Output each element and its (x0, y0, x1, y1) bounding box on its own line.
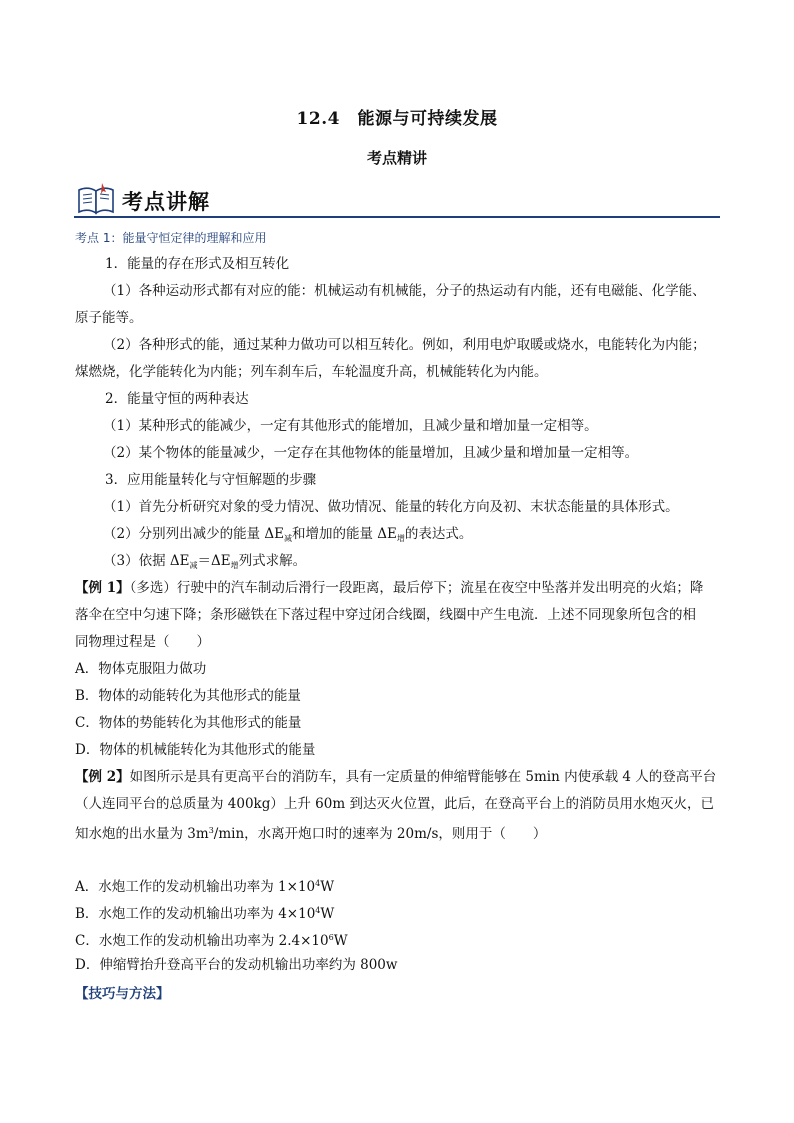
option-c-exponent: 6 (328, 933, 334, 942)
example2-text1: 如图所示是具有更高平台的消防车，具有一定质量的伸缩臂能够在 5min 内使承载 4 人的登高平台 (129, 769, 717, 785)
superscript-cubic: 3 (208, 826, 214, 835)
example2-tag: 【例 2】 (75, 769, 130, 785)
option-b-exponent: 4 (315, 906, 321, 915)
section3-para3 (103, 551, 306, 576)
subscript-increase: 增 (230, 561, 239, 570)
tips-heading: 【技巧与方法】 (75, 986, 170, 1002)
section1-para2-line1: （2）各种形式的能，通过某种力做功可以相互转化。例如，利用电炉取暖或烧水，电能转化为内能； (103, 337, 706, 353)
example2-option-a (75, 874, 334, 897)
section3-para1: （1）首先分析研究对象的受力情况、做功情况、能量的转化方向及初、末状态能量的具体形式。 (103, 499, 679, 515)
example1-option-c: C．物体的势能转化为其他形式的能量 (75, 715, 302, 731)
example1-tag: 【例 1】 (75, 580, 130, 596)
section3-para2 (103, 524, 472, 549)
page-subtitle: 考点精讲 (366, 149, 427, 167)
example2-line3-b: /min，水离开炮口时的速率为 20m/s，则用于（ ） (213, 826, 547, 842)
subscript-increase: 增 (396, 534, 405, 543)
banner-divider (74, 216, 720, 218)
example2-line3-a: 知水炮的出水量为 3m (75, 826, 209, 842)
example1-option-d: D．物体的机械能转化为其他形式的能量 (75, 742, 316, 758)
section1-para1-line1: （1）各种运动形式都有对应的能：机械运动有机械能，分子的热运动有内能，还有电磁能、化学能、 (103, 283, 706, 299)
option-b-text: B．水炮工作的发动机输出功率为 4×10 (75, 906, 316, 922)
section1-para1-line2: 原子能等。 (75, 310, 143, 326)
section3-para3-text-b: ＝ΔE (197, 553, 231, 569)
section3-para3-text-c: 列式求解。 (238, 553, 307, 569)
example2-line2: （人连同平台的总质量为 400kg）上升 60m 到达灭火位置，此后，在登高平台上的消防员用水炮灭火，已 (75, 796, 714, 812)
section3-para3-text-a: （3）依据 ΔE (103, 553, 190, 569)
section2-title: 2．能量守恒的两种表达 (105, 391, 249, 407)
open-book-icon (76, 182, 116, 216)
page-title: 12.4 能源与可持续发展 (296, 109, 498, 129)
subscript-decrease: 减 (189, 561, 198, 570)
example2-line1 (75, 767, 716, 787)
section3-para2-text-b: 和增加的能量 ΔE (291, 526, 397, 542)
example1-line1 (75, 578, 703, 598)
example1-line3: 同物理过程是（ ） (75, 634, 210, 650)
option-a-unit: W (320, 879, 335, 895)
banner-label: 考点讲解 (122, 190, 210, 214)
option-c-unit: W (333, 933, 348, 949)
example2-option-c (75, 928, 348, 951)
kaodian-heading: 考点 1：能量守恒定律的理解和应用 (75, 231, 267, 245)
section2-para1: （1）某种形式的能减少，一定有其他形式的能增加，且减少量和增加量一定相等。 (103, 418, 598, 434)
example1-line2: 落伞在空中匀速下降；条形磁铁在下落过程中穿过闭合线圈，线圈中产生电流．上述不同现象所包含的相 (75, 607, 696, 623)
section1-para2-line2: 煤燃烧，化学能转化为内能；列车刹车后，车轮温度升高，机械能转化为内能。 (75, 364, 548, 380)
example2-option-d: D．伸缩臂抬升登高平台的发动机输出功率约为 800w (75, 957, 398, 973)
section3-para2-text-c: 的表达式。 (404, 526, 473, 542)
option-a-text: A．水炮工作的发动机输出功率为 1×10 (75, 879, 316, 895)
example1-option-a: A．物体克服阻力做功 (75, 661, 207, 677)
subscript-decrease: 减 (283, 534, 292, 543)
section2-para2: （2）某个物体的能量减少，一定存在其他物体的能量增加，且减少量和增加量一定相等。 (103, 445, 639, 461)
option-a-exponent: 4 (315, 879, 321, 888)
example2-option-b (75, 901, 334, 924)
example1-text1: （多选）行驶中的汽车制动后滑行一段距离，最后停下；流星在夜空中坠落并发出明亮的火焰；降 (129, 580, 704, 596)
section-banner (74, 180, 720, 220)
example2-line3 (75, 821, 546, 844)
section3-title: 3．应用能量转化与守恒解题的步骤 (105, 472, 317, 488)
example1-option-b: B．物体的动能转化为其他形式的能量 (75, 688, 301, 704)
option-c-text: C．水炮工作的发动机输出功率为 2.4×10 (75, 933, 329, 949)
section1-title: 1．能量的存在形式及相互转化 (105, 256, 290, 272)
option-b-unit: W (320, 906, 335, 922)
section3-para2-text-a: （2）分别列出减少的能量 ΔE (103, 526, 284, 542)
